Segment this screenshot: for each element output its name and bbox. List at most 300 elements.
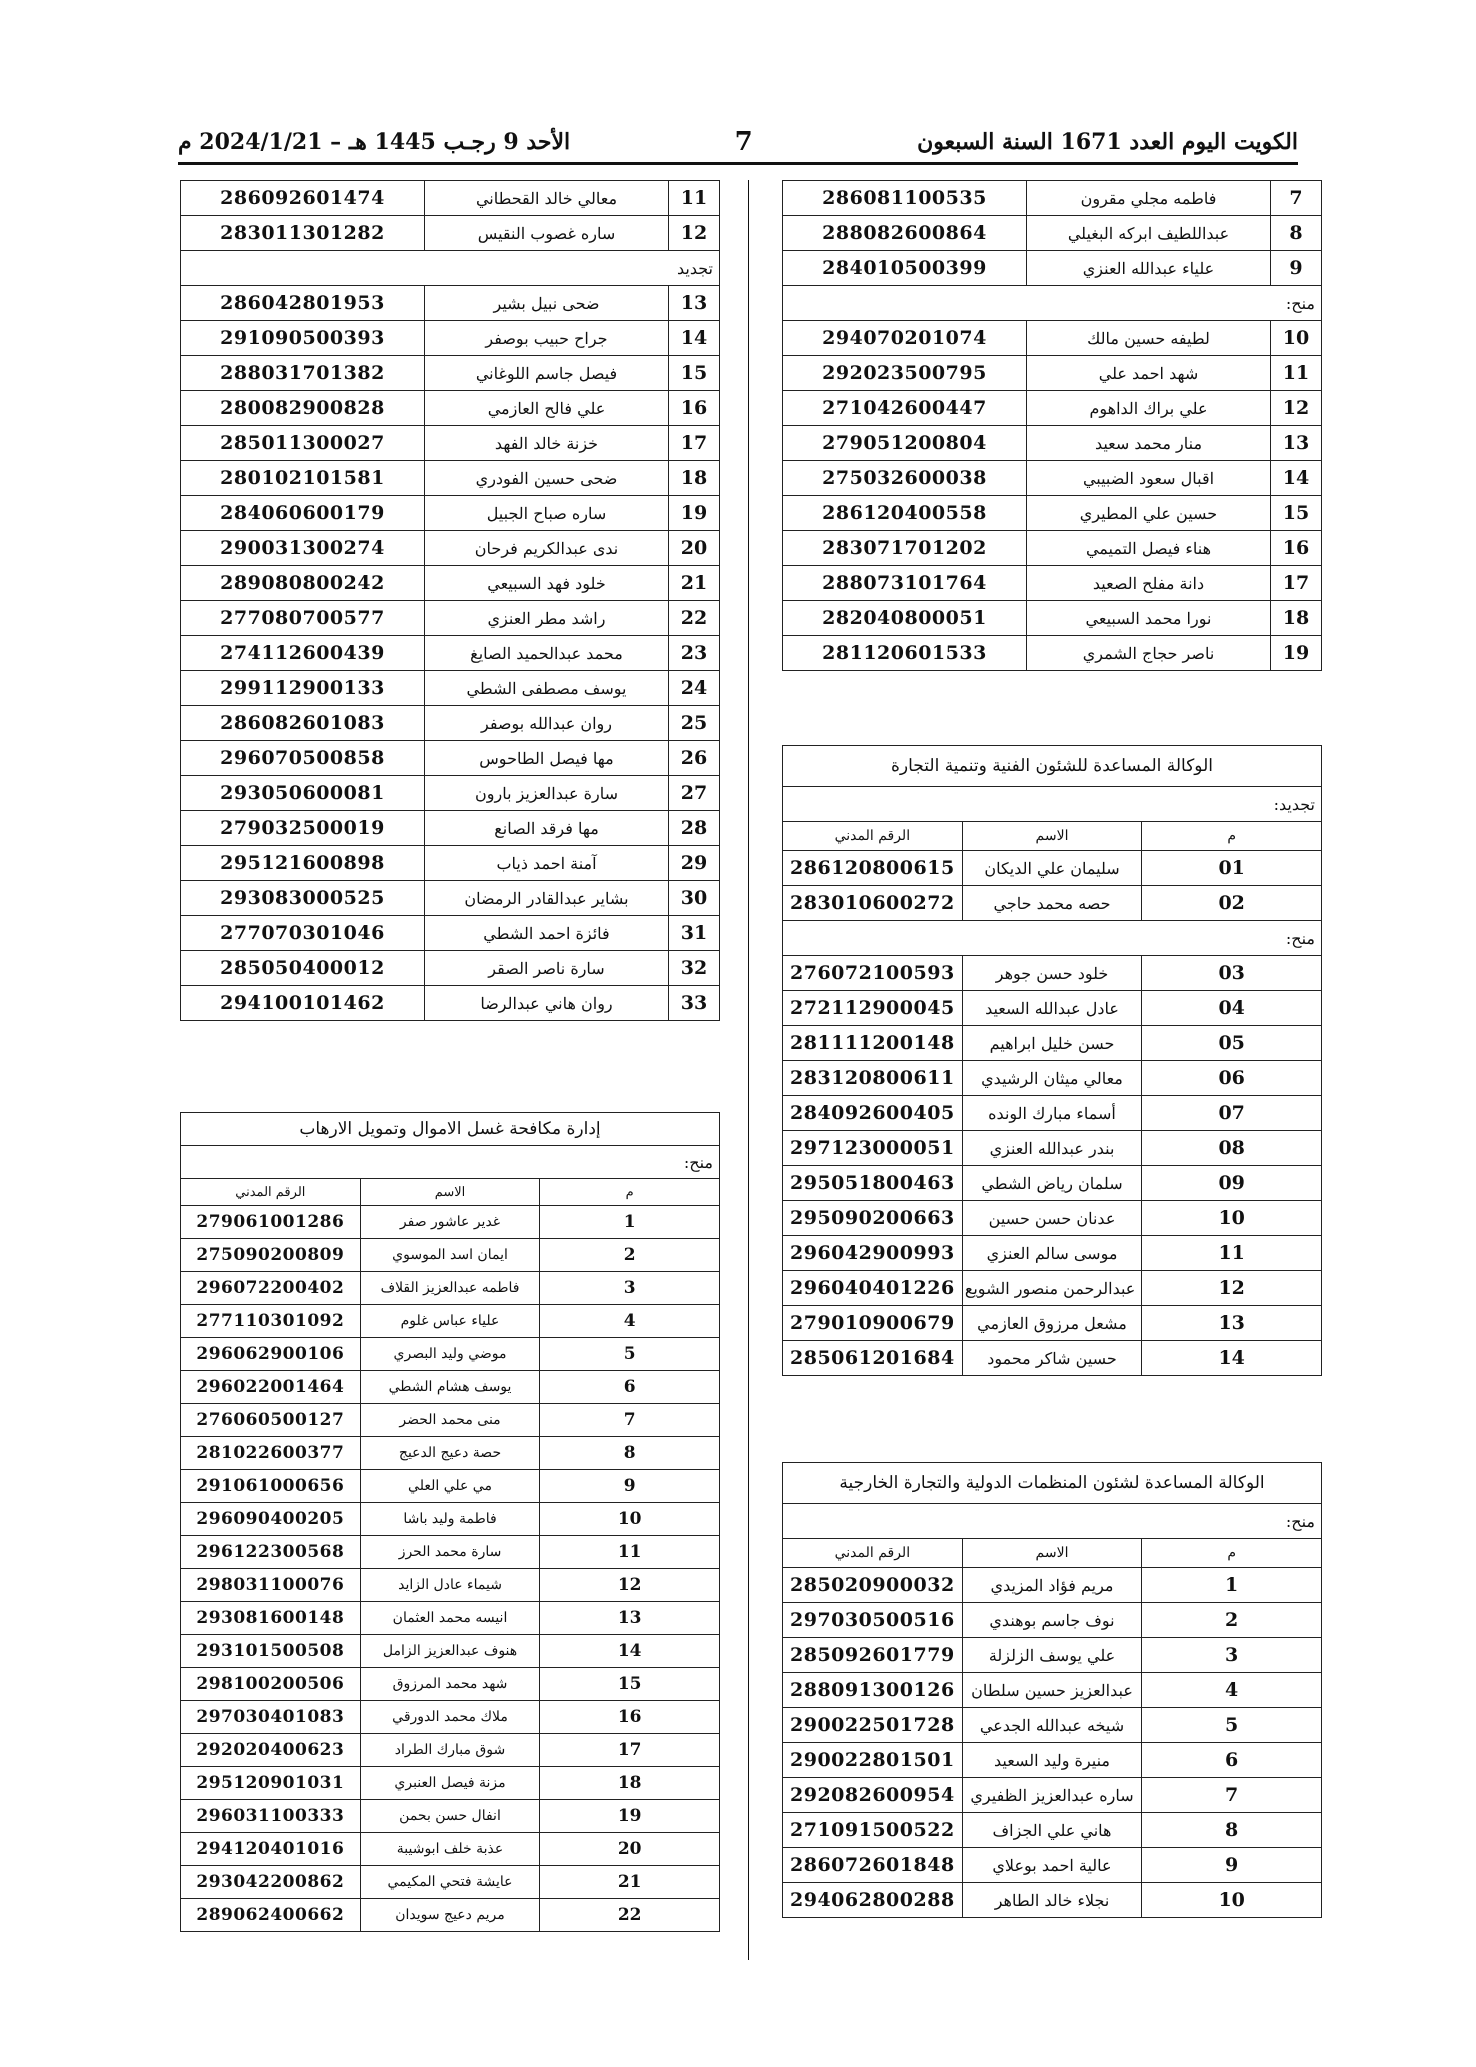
- table-row: [181, 776, 720, 811]
- civil-id: 286072601848: [783, 1848, 963, 1883]
- table-row: [783, 1673, 1322, 1708]
- table-row: [783, 391, 1322, 426]
- person-name: فاطمه عبدالعزيز القلاف: [360, 1272, 540, 1305]
- civil-id: 283071701202: [783, 531, 1027, 566]
- row-number: 4: [540, 1305, 720, 1338]
- civil-id: 294100101462: [181, 986, 425, 1021]
- row-number: 04: [1142, 991, 1322, 1026]
- table-row: [783, 1848, 1322, 1883]
- civil-id: 296031100333: [181, 1800, 361, 1833]
- civil-id: 295051800463: [783, 1166, 963, 1201]
- table-row: [181, 1701, 720, 1734]
- row-number: 06: [1142, 1061, 1322, 1096]
- table-row: [181, 811, 720, 846]
- person-name: ندى عبدالكريم فرحان: [425, 531, 669, 566]
- row-number: 09: [1142, 1166, 1322, 1201]
- row-number: 14: [1142, 1341, 1322, 1376]
- row-number: 12: [1271, 391, 1322, 426]
- row-number: 03: [1142, 956, 1322, 991]
- row-number: 13: [669, 286, 720, 321]
- civil-id: 285092601779: [783, 1638, 963, 1673]
- table-row: [783, 636, 1322, 671]
- row-number: 11: [540, 1536, 720, 1569]
- col-num-header: م: [1142, 822, 1322, 851]
- page-number: 7: [734, 127, 753, 157]
- table-row: [181, 286, 720, 321]
- row-number: 31: [669, 916, 720, 951]
- row-number: 16: [540, 1701, 720, 1734]
- person-name: موضي وليد البصري: [360, 1338, 540, 1371]
- person-name: علي يوسف الزلزلة: [962, 1638, 1142, 1673]
- table-row: [783, 321, 1322, 356]
- row-number: 20: [669, 531, 720, 566]
- row-number: 18: [669, 461, 720, 496]
- table-row: [783, 1166, 1322, 1201]
- row-number: 14: [540, 1635, 720, 1668]
- person-name: حصه محمد حاجي: [962, 886, 1142, 921]
- civil-id: 276060500127: [181, 1404, 361, 1437]
- person-name: مزنة فيصل العنبري: [360, 1767, 540, 1800]
- issue-date: الأحد 9 رجـب 1445 هـ – 2024/1/21 م: [178, 129, 571, 155]
- civil-id: 284060600179: [181, 496, 425, 531]
- table-row: [181, 1767, 720, 1800]
- civil-id: 294062800288: [783, 1883, 963, 1918]
- person-name: عبداللطيف ابركه البغيلي: [1027, 216, 1271, 251]
- civil-id: 271091500522: [783, 1813, 963, 1848]
- col-name-header: الاسم: [360, 1179, 540, 1206]
- person-name: يوسف مصطفى الشطي: [425, 671, 669, 706]
- table-row: [181, 671, 720, 706]
- row-number: 6: [1142, 1743, 1322, 1778]
- section-label: منح:: [783, 1504, 1322, 1539]
- civil-id: 286082601083: [181, 706, 425, 741]
- table-row: [181, 531, 720, 566]
- civil-id: 283011301282: [181, 216, 425, 251]
- table-row: [783, 356, 1322, 391]
- col-id-header: الرقم المدني: [783, 822, 963, 851]
- person-name: نجلاء خالد الطاهر: [962, 1883, 1142, 1918]
- table-title: إدارة مكافحة غسل الاموال وتمويل الارهاب: [181, 1113, 720, 1146]
- person-name: مريم دعيج سويدان: [360, 1899, 540, 1932]
- civil-id: 290022501728: [783, 1708, 963, 1743]
- gazette-title: الكويت اليوم العدد 1671 السنة السبعون: [917, 129, 1298, 155]
- table-row: [181, 1635, 720, 1668]
- table-title: الوكالة المساعدة للشئون الفنية وتنمية التجارة: [783, 746, 1322, 787]
- person-name: شوق مبارك الطراد: [360, 1734, 540, 1767]
- row-number: 15: [1271, 496, 1322, 531]
- table-title: الوكالة المساعدة لشئون المنظمات الدولية والتجارة الخارجية: [783, 1463, 1322, 1504]
- civil-id: 282040800051: [783, 601, 1027, 636]
- row-number: 22: [540, 1899, 720, 1932]
- row-number: 2: [1142, 1603, 1322, 1638]
- civil-id: 291090500393: [181, 321, 425, 356]
- table-row: [783, 251, 1322, 286]
- civil-id: 298100200506: [181, 1668, 361, 1701]
- table-row: [181, 1272, 720, 1305]
- table-row: [783, 496, 1322, 531]
- civil-id: 283010600272: [783, 886, 963, 921]
- table-row: [181, 1437, 720, 1470]
- person-name: علياء عباس غلوم: [360, 1305, 540, 1338]
- person-name: يوسف هشام الشطي: [360, 1371, 540, 1404]
- person-name: خلود فهد السبيعي: [425, 566, 669, 601]
- table-row: [181, 1338, 720, 1371]
- civil-id: 296122300568: [181, 1536, 361, 1569]
- table-row: [181, 356, 720, 391]
- table-row: [783, 1708, 1322, 1743]
- table-row: [181, 601, 720, 636]
- civil-id: 275032600038: [783, 461, 1027, 496]
- table-row: [783, 1638, 1322, 1673]
- row-number: 16: [669, 391, 720, 426]
- civil-id: 293083000525: [181, 881, 425, 916]
- table-row: [783, 566, 1322, 601]
- person-name: فيصل جاسم اللوغاني: [425, 356, 669, 391]
- table-row: [181, 636, 720, 671]
- person-name: فاطمة وليد باشا: [360, 1503, 540, 1536]
- table-row: [783, 1568, 1322, 1603]
- person-name: ضحى نبيل بشير: [425, 286, 669, 321]
- row-number: 16: [1271, 531, 1322, 566]
- civil-id: 290022801501: [783, 1743, 963, 1778]
- table-row: [181, 951, 720, 986]
- table-row: [783, 1813, 1322, 1848]
- row-number: 14: [669, 321, 720, 356]
- civil-id: 298031100076: [181, 1569, 361, 1602]
- civil-id: 285050400012: [181, 951, 425, 986]
- person-name: ساره عبدالعزيز الظفيري: [962, 1778, 1142, 1813]
- civil-id: 293050600081: [181, 776, 425, 811]
- civil-id: 296072200402: [181, 1272, 361, 1305]
- row-number: 7: [1142, 1778, 1322, 1813]
- table-row: [181, 1305, 720, 1338]
- section-label: تجديد: [181, 251, 720, 286]
- table-row: [783, 956, 1322, 991]
- table-row: [783, 886, 1322, 921]
- civil-id: 279061001286: [181, 1206, 361, 1239]
- person-name: راشد مطر العنزي: [425, 601, 669, 636]
- row-number: 26: [669, 741, 720, 776]
- person-name: عايشة فتحي المكيمي: [360, 1866, 540, 1899]
- person-name: علي براك الداهوم: [1027, 391, 1271, 426]
- row-number: 6: [540, 1371, 720, 1404]
- person-name: دانة مفلح الصعيد: [1027, 566, 1271, 601]
- civil-id: 281120601533: [783, 636, 1027, 671]
- row-number: 5: [540, 1338, 720, 1371]
- table-row: [181, 1602, 720, 1635]
- row-number: 17: [669, 426, 720, 461]
- row-number: 10: [1142, 1883, 1322, 1918]
- person-name: ساره صباح الجبيل: [425, 496, 669, 531]
- person-name: ملاك محمد الدورقي: [360, 1701, 540, 1734]
- person-name: شيخه عبدالله الجدعي: [962, 1708, 1142, 1743]
- table-row: [783, 1201, 1322, 1236]
- civil-id: 296042900993: [783, 1236, 963, 1271]
- person-name: غدير عاشور صفر: [360, 1206, 540, 1239]
- row-number: 05: [1142, 1026, 1322, 1061]
- civil-id: 286120400558: [783, 496, 1027, 531]
- person-name: روان هاني عبدالرضا: [425, 986, 669, 1021]
- person-name: محمد عبدالحميد الصايغ: [425, 636, 669, 671]
- row-number: 32: [669, 951, 720, 986]
- civil-id: 296040401226: [783, 1271, 963, 1306]
- row-number: 28: [669, 811, 720, 846]
- person-name: موسى سالم العنزي: [962, 1236, 1142, 1271]
- table-row: [783, 1883, 1322, 1918]
- table-row: [181, 1371, 720, 1404]
- table-row: [181, 1866, 720, 1899]
- table-row: [783, 461, 1322, 496]
- person-name: فاطمه مجلي مقرون: [1027, 181, 1271, 216]
- civil-id: 279010900679: [783, 1306, 963, 1341]
- row-number: 11: [1142, 1236, 1322, 1271]
- row-number: 7: [540, 1404, 720, 1437]
- table-row: [181, 846, 720, 881]
- row-number: 21: [540, 1866, 720, 1899]
- person-name: سلمان رياض الشطي: [962, 1166, 1142, 1201]
- row-number: 29: [669, 846, 720, 881]
- civil-id: 272112900045: [783, 991, 963, 1026]
- row-number: 15: [669, 356, 720, 391]
- section-label: منح:: [783, 921, 1322, 956]
- person-name: حسين علي المطيري: [1027, 496, 1271, 531]
- person-name: فائزة احمد الشطي: [425, 916, 669, 951]
- person-name: منيرة وليد السعيد: [962, 1743, 1142, 1778]
- row-number: 11: [1271, 356, 1322, 391]
- table-row: [181, 741, 720, 776]
- civil-id: 295120901031: [181, 1767, 361, 1800]
- civil-id: 286042801953: [181, 286, 425, 321]
- table-row: [181, 1503, 720, 1536]
- person-name: معالي خالد القحطاني: [425, 181, 669, 216]
- civil-id: 281022600377: [181, 1437, 361, 1470]
- person-name: معالي ميثان الرشيدي: [962, 1061, 1142, 1096]
- person-name: عبدالعزيز حسين سلطان: [962, 1673, 1142, 1708]
- civil-id: 292020400623: [181, 1734, 361, 1767]
- person-name: نورا محمد السبيعي: [1027, 601, 1271, 636]
- right-column-table3: [782, 1462, 1322, 1918]
- civil-id: 286081100535: [783, 181, 1027, 216]
- col-id-header: الرقم المدني: [181, 1179, 361, 1206]
- col-name-header: الاسم: [962, 1539, 1142, 1568]
- civil-id: 292082600954: [783, 1778, 963, 1813]
- civil-id: 288073101764: [783, 566, 1027, 601]
- person-name: عالية احمد بوعلاي: [962, 1848, 1142, 1883]
- person-name: عذبة خلف ابوشيبة: [360, 1833, 540, 1866]
- row-number: 12: [540, 1569, 720, 1602]
- civil-id: 295121600898: [181, 846, 425, 881]
- col-num-header: م: [540, 1179, 720, 1206]
- row-number: 1: [540, 1206, 720, 1239]
- table-row: [783, 1743, 1322, 1778]
- right-column: [782, 180, 1322, 671]
- person-name: مي علي العلي: [360, 1470, 540, 1503]
- table-row: [181, 706, 720, 741]
- person-name: منار محمد سعيد: [1027, 426, 1271, 461]
- table-row: [181, 1404, 720, 1437]
- table-row: [783, 1778, 1322, 1813]
- table-row: [783, 601, 1322, 636]
- civil-id: 286120800615: [783, 851, 963, 886]
- civil-id: 277110301092: [181, 1305, 361, 1338]
- person-name: علي فالح العازمي: [425, 391, 669, 426]
- row-number: 8: [540, 1437, 720, 1470]
- civil-id: 294070201074: [783, 321, 1027, 356]
- row-number: 8: [1271, 216, 1322, 251]
- person-name: حسن خليل ابراهيم: [962, 1026, 1142, 1061]
- civil-id: 296022001464: [181, 1371, 361, 1404]
- row-number: 23: [669, 636, 720, 671]
- civil-id: 296070500858: [181, 741, 425, 776]
- table-row: [181, 1899, 720, 1932]
- table-row: [181, 426, 720, 461]
- civil-id: 283120800611: [783, 1061, 963, 1096]
- row-number: 14: [1271, 461, 1322, 496]
- person-name: انيسه محمد العثمان: [360, 1602, 540, 1635]
- table-row: [181, 1734, 720, 1767]
- row-number: 13: [1142, 1306, 1322, 1341]
- row-number: 10: [540, 1503, 720, 1536]
- person-name: مريم فؤاد المزيدي: [962, 1568, 1142, 1603]
- civil-id: 288082600864: [783, 216, 1027, 251]
- person-name: عدنان حسن حسين: [962, 1201, 1142, 1236]
- row-number: 12: [1142, 1271, 1322, 1306]
- civil-id: 293081600148: [181, 1602, 361, 1635]
- table-row: [181, 986, 720, 1021]
- table-row: [181, 1668, 720, 1701]
- person-name: اقبال سعود الضبيبي: [1027, 461, 1271, 496]
- table-row: [783, 181, 1322, 216]
- row-number: 10: [1142, 1201, 1322, 1236]
- person-name: حسين شاكر محمود: [962, 1341, 1142, 1376]
- civil-id: 292023500795: [783, 356, 1027, 391]
- person-name: شهد محمد المرزوق: [360, 1668, 540, 1701]
- table-row: [181, 1536, 720, 1569]
- civil-id: 293101500508: [181, 1635, 361, 1668]
- civil-id: 285020900032: [783, 1568, 963, 1603]
- section-label: تجديد:: [783, 787, 1322, 822]
- civil-id: 297030401083: [181, 1701, 361, 1734]
- person-name: آمنة احمد ذياب: [425, 846, 669, 881]
- civil-id: 297123000051: [783, 1131, 963, 1166]
- row-number: 27: [669, 776, 720, 811]
- person-name: انفال حسن بحمن: [360, 1800, 540, 1833]
- civil-id: 279051200804: [783, 426, 1027, 461]
- table-row: [181, 391, 720, 426]
- section-label: منح:: [783, 286, 1322, 321]
- civil-id: 284010500399: [783, 251, 1027, 286]
- table-row: [181, 881, 720, 916]
- col-name-header: الاسم: [962, 822, 1142, 851]
- table-row: [181, 916, 720, 951]
- table-row: [181, 321, 720, 356]
- table-row: [783, 1236, 1322, 1271]
- row-number: 18: [1271, 601, 1322, 636]
- table-row: [783, 1061, 1322, 1096]
- row-number: 17: [540, 1734, 720, 1767]
- person-name: ايمان اسد الموسوي: [360, 1239, 540, 1272]
- table-row: [181, 181, 720, 216]
- table-row: [181, 566, 720, 601]
- continuation-table-left: [180, 180, 720, 1021]
- person-name: هاني علي الجزاف: [962, 1813, 1142, 1848]
- row-number: 18: [540, 1767, 720, 1800]
- row-number: 15: [540, 1668, 720, 1701]
- continuation-table-right: [782, 180, 1322, 671]
- civil-id: 288031701382: [181, 356, 425, 391]
- column-header-row: [783, 822, 1322, 851]
- civil-id: 294120401016: [181, 1833, 361, 1866]
- row-number: 9: [540, 1470, 720, 1503]
- col-id-header: الرقم المدني: [783, 1539, 963, 1568]
- civil-id: 280102101581: [181, 461, 425, 496]
- row-number: 08: [1142, 1131, 1322, 1166]
- civil-id: 291061000656: [181, 1470, 361, 1503]
- page-header: [178, 124, 1298, 160]
- civil-id: 285061201684: [783, 1341, 963, 1376]
- row-number: 21: [669, 566, 720, 601]
- row-number: 19: [1271, 636, 1322, 671]
- table-row: [181, 1239, 720, 1272]
- person-name: شيماء عادل الزايد: [360, 1569, 540, 1602]
- table-row: [181, 1206, 720, 1239]
- person-name: خلود حسن جوهر: [962, 956, 1142, 991]
- person-name: روان عبدالله بوصفر: [425, 706, 669, 741]
- table-row: [783, 216, 1322, 251]
- row-number: 12: [669, 216, 720, 251]
- left-column: [180, 180, 720, 1021]
- table-row: [783, 1306, 1322, 1341]
- row-number: 30: [669, 881, 720, 916]
- person-name: عبدالرحمن منصور الشويع: [962, 1271, 1142, 1306]
- table-row: [181, 461, 720, 496]
- table-row: [783, 1026, 1322, 1061]
- person-name: مها فرقد الصانع: [425, 811, 669, 846]
- civil-id: 277070301046: [181, 916, 425, 951]
- person-name: مشعل مرزوق العازمي: [962, 1306, 1142, 1341]
- table-row: [181, 1470, 720, 1503]
- row-number: 9: [1271, 251, 1322, 286]
- person-name: خزنة خالد الفهد: [425, 426, 669, 461]
- row-number: 13: [1271, 426, 1322, 461]
- civil-id: 271042600447: [783, 391, 1027, 426]
- row-number: 11: [669, 181, 720, 216]
- table-row: [181, 496, 720, 531]
- civil-id: 284092600405: [783, 1096, 963, 1131]
- civil-id: 297030500516: [783, 1603, 963, 1638]
- person-name: ناصر حجاج الشمري: [1027, 636, 1271, 671]
- person-name: هنوف عبدالعزيز الزامل: [360, 1635, 540, 1668]
- row-number: 22: [669, 601, 720, 636]
- table-row: [181, 1800, 720, 1833]
- civil-id: 296062900106: [181, 1338, 361, 1371]
- table-row: [783, 531, 1322, 566]
- table-row: [783, 1131, 1322, 1166]
- person-name: ساره غصوب النقيس: [425, 216, 669, 251]
- civil-id: 288091300126: [783, 1673, 963, 1708]
- row-number: 25: [669, 706, 720, 741]
- table-row: [783, 1341, 1322, 1376]
- table-row: [181, 1569, 720, 1602]
- table-row: [181, 1833, 720, 1866]
- person-name: شهد احمد علي: [1027, 356, 1271, 391]
- row-number: 9: [1142, 1848, 1322, 1883]
- table-row: [783, 426, 1322, 461]
- civil-id: 280082900828: [181, 391, 425, 426]
- column-header-row: [783, 1539, 1322, 1568]
- row-number: 1: [1142, 1568, 1322, 1603]
- person-name: أسماء مبارك الونده: [962, 1096, 1142, 1131]
